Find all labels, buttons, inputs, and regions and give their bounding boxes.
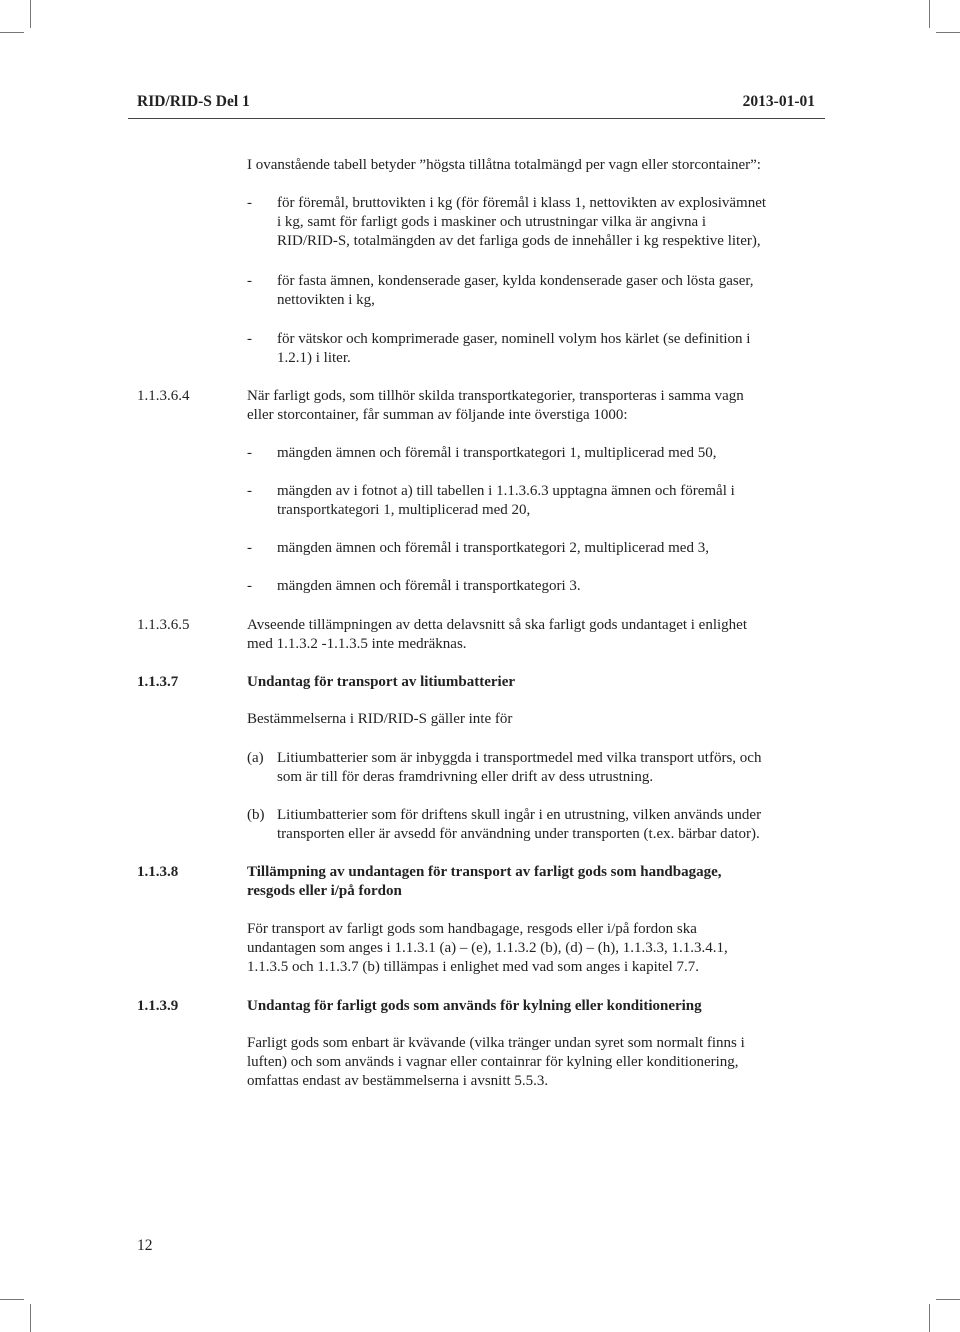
list-dash: - (247, 273, 252, 289)
section-number: 1.1.3.6.5 (137, 617, 190, 633)
list-item: mängden ämnen och föremål i transportkategori 1, multiplicerad med 50, (277, 445, 717, 461)
crop-mark (0, 32, 24, 33)
section-heading: Undantag för transport av litiumbatterier (247, 674, 516, 690)
section-number: 1.1.3.9 (137, 998, 179, 1014)
section-number: 1.1.3.8 (137, 864, 179, 880)
intro-paragraph: I ovanstående tabell betyder ”högsta tillåtna totalmängd per vagn eller storcontainer”: (247, 157, 761, 173)
header-date: 2013-01-01 (742, 93, 815, 110)
page-number: 12 (137, 1237, 153, 1254)
list-item: för föremål, bruttovikten i kg (för föremål i klass 1, nettovikten av explosivämnet i kg, samt för farligt gods i maskiner och utrustningar vilka är angivna i RID/RID-S, totalmängden av det farliga gods de innehåller i kg respektive liter), (277, 195, 767, 249)
crop-mark (936, 1299, 960, 1300)
header-title: RID/RID-S Del 1 (137, 93, 250, 110)
list-item: för vätskor och komprimerade gaser, nominell volym hos kärlet (se definition i 1.2.1) i liter. (277, 331, 751, 366)
list-dash: - (247, 483, 252, 499)
item-label: (b) (247, 807, 265, 823)
crop-mark (929, 1304, 930, 1332)
section-heading: Tillämpning av undantagen för transport av farligt gods som handbagage, resgods eller i/på fordon (247, 864, 722, 899)
list-item: mängden ämnen och föremål i transportkategori 3. (277, 578, 581, 594)
section-paragraph: När farligt gods, som tillhör skilda transportkategorier, transporteras i samma vagn eller storcontainer, får summan av följande inte överstiga 1000: (247, 388, 744, 423)
section-number: 1.1.3.6.4 (137, 388, 190, 404)
section-number: 1.1.3.7 (137, 674, 179, 690)
list-item: mängden ämnen och föremål i transportkategori 2, multiplicerad med 3, (277, 540, 709, 556)
section-paragraph: För transport av farligt gods som handbagage, resgods eller i/på fordon ska undantagen som anges i 1.1.3.1 (a) – (e), 1.1.3.2 (b), (d) – (h), 1.1.3.3, 1.1.3.4.1, 1.1.3.5 och 1.1.3.7 (b) tillämpas i enlighet med vad som anges i kapitel 7.7. (247, 921, 728, 975)
crop-mark (30, 1304, 31, 1332)
list-dash: - (247, 540, 252, 556)
list-item: för fasta ämnen, kondenserade gaser, kylda kondenserade gaser och lösta gaser, nettovikten i kg, (277, 273, 754, 308)
header-rule (128, 118, 825, 119)
list-dash: - (247, 195, 252, 211)
item-label: (a) (247, 750, 264, 766)
list-item: Litiumbatterier som är inbyggda i transportmedel med vilka transport utförs, och som är till för deras framdrivning eller drift av dess utrustning. (277, 750, 762, 785)
section-paragraph: Bestämmelserna i RID/RID-S gäller inte för (247, 711, 513, 727)
list-item: Litiumbatterier som för driftens skull ingår i en utrustning, vilken används under transporten eller är avsedd för användning under transporten (t.ex. bärbar dator). (277, 807, 762, 842)
section-paragraph: Avseende tillämpningen av detta delavsnitt så ska farligt gods undantaget i enlighet med 1.1.3.2 -1.1.3.5 inte medräknas. (247, 617, 748, 652)
crop-mark (936, 32, 960, 33)
crop-mark (30, 0, 31, 28)
list-item: mängden av i fotnot a) till tabellen i 1.1.3.6.3 upptagna ämnen och föremål i transportkategori 1, multiplicerad med 20, (277, 483, 735, 518)
crop-mark (929, 0, 930, 28)
list-dash: - (247, 578, 252, 594)
crop-mark (0, 1299, 24, 1300)
list-dash: - (247, 331, 252, 347)
running-header (137, 93, 815, 113)
list-dash: - (247, 445, 252, 461)
section-paragraph: Farligt gods som enbart är kvävande (vilka tränger undan syret som normalt finns i luften) och som används i vagnar eller containrar för kylning eller konditionering, omfattas endast av bestämmelserna i avsnitt 5.5.3. (247, 1035, 745, 1089)
section-heading: Undantag för farligt gods som används för kylning eller konditionering (247, 998, 702, 1014)
